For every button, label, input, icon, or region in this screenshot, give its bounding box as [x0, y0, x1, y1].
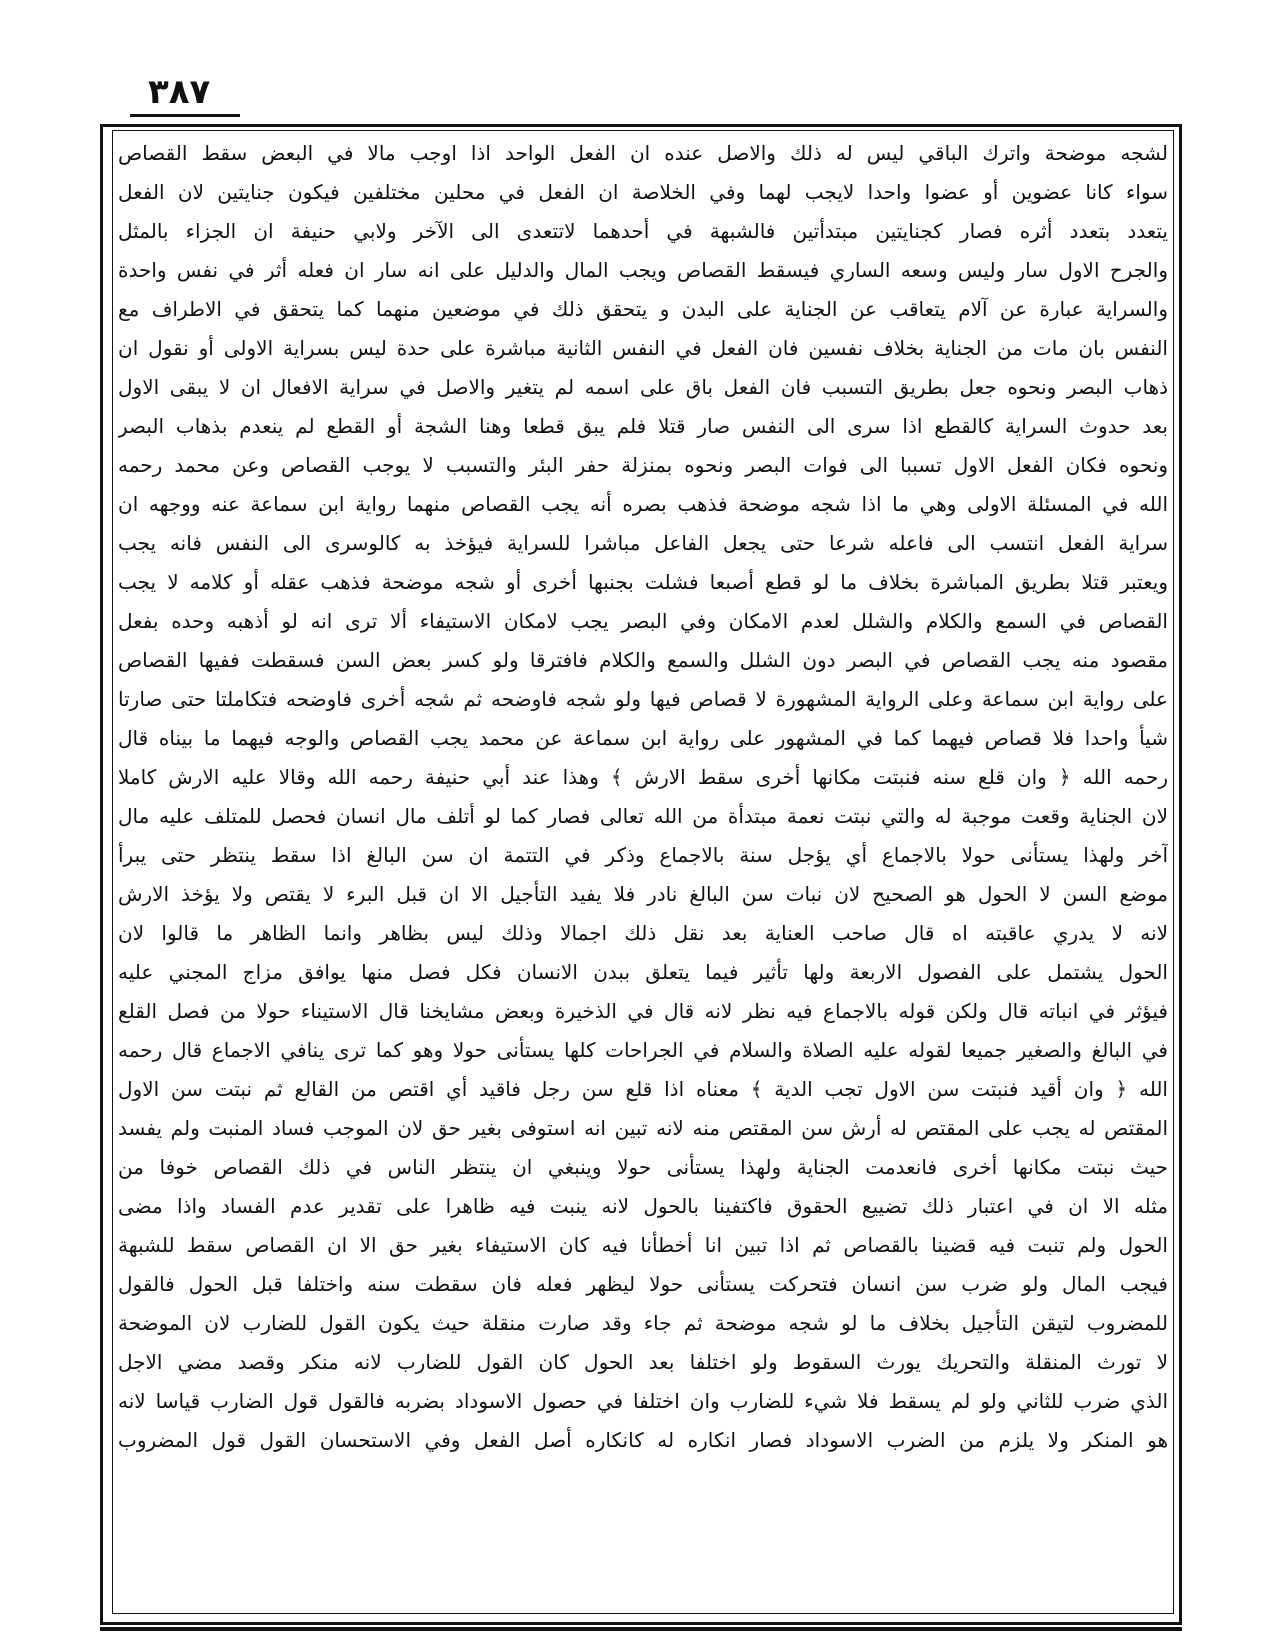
body-text	[118, 134, 1168, 1460]
text-line: موضع السن لا الحول هو الصحيح لان نبات سن البالغ نادر فلا يفيد التأجيل الا ان قبل البرء لا يقتص ولا يؤخذ الارش	[118, 882, 1168, 906]
text-line: سواء كانا عضوين أو عضوا واحدا لايجب لهما وفي الخلاصة ان الفعل في محلين مختلفين فيكون جنايتين لان الفعل	[118, 180, 1168, 204]
text-line: يتعدد بتعدد أثره فصار كجنايتين مبتدأتين فالشبهة في أحدهما لاتتعدى الى الآخر ولابي حنيفة ان الجزاء بالمثل	[118, 219, 1168, 243]
text-line: سراية الفعل انتسب الى فاعله شرعا حتى يجعل الفاعل مباشرا للسراية فيؤخذ به كالوسرى الى النفس فانه يجب	[118, 531, 1168, 555]
text-line: النفس بان مات من الجناية بخلاف نفسين فان الفعل في النفس الثانية مباشرة على حدة ليس بسراية الاولى أو نقول ان	[118, 336, 1168, 360]
text-line: الذي ضرب للثاني ولو لم يسقط فلا شيء للضارب وان اختلفا في حصول الاسوداد بضربه فالقول قول الضارب قياسا لانه	[118, 1389, 1168, 1413]
text-line: ونحوه فكان الفعل الاول تسببا الى فوات البصر ونحوه بمنزلة حفر البئر والتسبب لا يوجب القصاص وعن محمد رحمه	[118, 453, 1168, 477]
text-line: ويعتبر قتلا بطريق المباشرة بخلاف ما لو قطع أصبعا فشلت بجنبها أخرى أو شجه موضحة فذهب عقله أو كلامه لا يجب	[118, 570, 1168, 594]
text-line: الحول ولم تنبت فيه قضينا بالقصاص ثم اذا تبين انا أخطأنا فيه كان الاستيفاء بغير حق الا ان القصاص سقط للشبهة	[118, 1233, 1168, 1257]
text-line: المقتص له يجب على المقتص له أرش سن المقتص منه لانه تبين انه استوفى بغير حق لان الموجب فساد المنبت ولم يفسد	[118, 1116, 1168, 1140]
text-line: الله في المسئلة الاولى وهي ما اذا شجه موضحة فذهب بصره أنه يجب القصاص منهما رواية ابن سماعة عنه ووجهه ان	[118, 492, 1168, 516]
text-line: في البالغ والصغير جميعا لقوله عليه الصلاة والسلام في الجراحات كلها يستأنى حولا وهو كما ترى ينافي الاجماع قال رحمه	[118, 1038, 1168, 1062]
text-line: لشجه موضحة واترك الباقي ليس له ذلك والاصل عنده ان الفعل الواحد اذا اوجب مالا في البعض سقط القصاص	[118, 141, 1168, 165]
text-line: مقصود منه يجب القصاص في البصر دون الشلل والسمع والكلام فافترقا ولو كسر بعض السن فسقطت ففيها القصاص	[118, 648, 1168, 672]
page-number: ۳۸۷	[148, 72, 211, 112]
page-number-rule	[130, 114, 240, 117]
text-line: آخر ولهذا يستأنى حولا بالاجماع أي يؤجل سنة بالاجماع وذكر في التتمة ان سن البالغ اذا سقط ينتظر حتى يبرأ	[118, 843, 1168, 867]
text-line: رحمه الله ﴿ وان قلع سنه فنبتت مكانها أخرى سقط الارش ﴾ وهذا عند أبي حنيفة رحمه الله وقالا عليه الارش كاملا	[118, 765, 1168, 789]
text-line: لانه لا يدري عاقبته اه قال صاحب العناية بعد نقل ذلك اجمالا وذلك ليس بظاهر وانما الظاهر ما قالوا لان	[118, 921, 1168, 945]
text-line: لان الجناية وقعت موجبة له والتي نبتت نعمة مبتدأة من الله تعالى فصار كما لو أتلف مال انسان فحصل للمتلف عليه مال	[118, 804, 1168, 828]
text-line: والجرح الاول سار وليس وسعه الساري فيسقط القصاص ويجب المال والدليل على انه سار ان فعله أثر في نفس واحدة	[118, 258, 1168, 282]
text-line: لا تورث المنقلة والتحريك يورث السقوط ولو اختلفا بعد الحول كان القول للضارب لانه منكر وقصد مضي الاجل	[118, 1350, 1168, 1374]
text-line: فيجب المال ولو ضرب سن انسان فتحركت يستأنى حولا ليظهر فعله فان سقطت سنه واختلفا قبل الحول فالقول	[118, 1272, 1168, 1296]
text-line: القصاص في السمع والكلام والشلل لعدم الامكان وفي البصر يجب لامكان الاستيفاء ألا ترى انه لو أذهبه وحده بفعل	[118, 609, 1168, 633]
text-line: حيث نبتت مكانها أخرى فانعدمت الجناية ولهذا يستأنى حولا وينبغي ان ينتظر الناس في ذلك القصاص خوفا من	[118, 1155, 1168, 1179]
text-line: الله ﴿ وان أقيد فنبتت سن الاول تجب الدية ﴾ معناه اذا قلع سن رجل فاقيد أي اقتص من القالع ثم نبتت سن الاول	[118, 1077, 1168, 1101]
text-line: مثله الا ان في اعتبار ذلك تضييع الحقوق فاكتفينا بالحول لانه ينبت فيه ظاهرا على تقدير عدم الفساد واذا مضى	[118, 1194, 1168, 1218]
text-line: هو المنكر ولا يلزم من الضرب الاسوداد فصار انكاره له كانكاره أصل الفعل وفي الاستحسان القول قول المضروب	[118, 1428, 1168, 1452]
text-line: الحول يشتمل على الفصول الاربعة ولها تأثير فيما يتعلق ببدن الانسان فكل فصل منها يوافق مزاج المجني عليه	[118, 960, 1168, 984]
text-line: على رواية ابن سماعة وعلى الرواية المشهورة لا قصاص فيها ولو شجه فاوضحه ثم شجه أخرى فاوضحه فتكاملتا حتى صارتا	[118, 687, 1168, 711]
bottom-rule	[100, 1627, 1182, 1631]
text-line: فيؤثر في انباته قال ولكن قوله بالاجماع فيه نظر لانه قال في الذخيرة وبعض مشايخنا قال الاستيناء حولا من فصل القلع	[118, 999, 1168, 1023]
text-line: والسراية عبارة عن آلام يتعاقب عن الجناية على البدن و يتحقق ذلك في موضعين منهما كما يتحقق في الاطراف مع	[118, 297, 1168, 321]
text-line: للمضروب لتيقن التأجيل بخلاف ما لو شجه موضحة ثم جاء وقد صارت منقلة حيث يكون القول للضارب لان الموضحة	[118, 1311, 1168, 1335]
text-line: شيأ واحدا فلا قصاص فيهما كما في المشهور على رواية ابن سماعة عن محمد يجب القصاص والوجه فيهما ما بيناه قال	[118, 726, 1168, 750]
text-line: بعد حدوث السراية كالقطع اذا سرى الى النفس صار قتلا فلم يبق قطعا وهنا الشجة أو القطع لم ينعدم بذهاب البصر	[118, 414, 1168, 438]
text-line: ذهاب البصر ونحوه جعل بطريق التسبب فان الفعل باق على اسمه لم يتغير والاصل في سراية الافعال ان لا يبقى الاول	[118, 375, 1168, 399]
